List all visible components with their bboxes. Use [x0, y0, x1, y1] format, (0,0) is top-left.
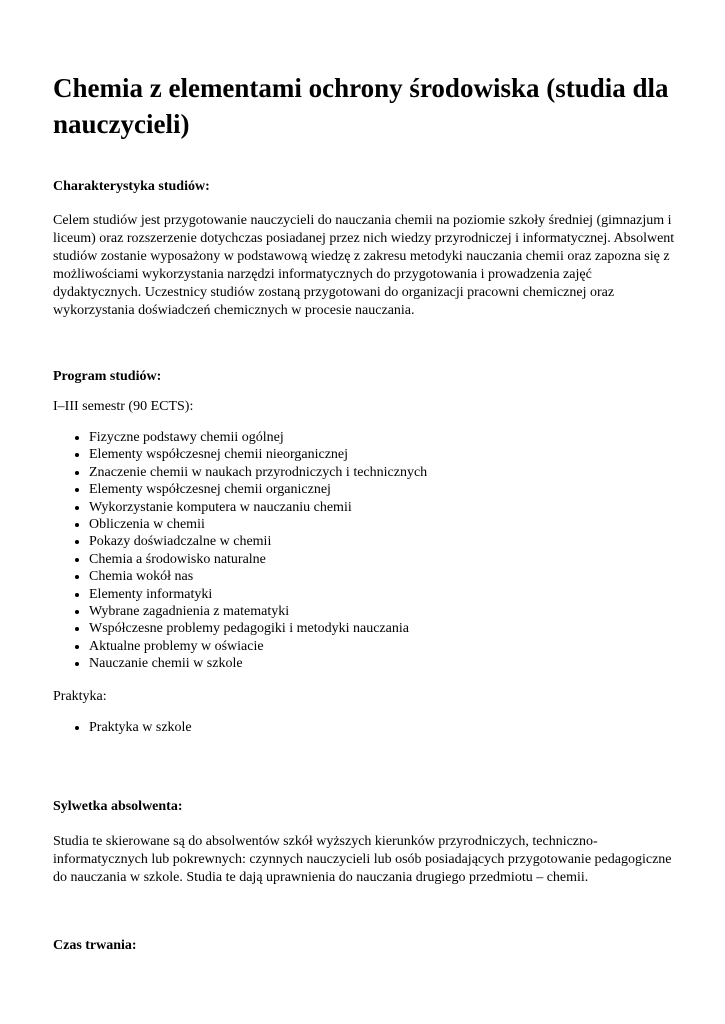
graduate-text: Studia te skierowane są do absolwentów szkół wyższych kierunków przyrodniczych, techniczno-informatycznych lub pokrewnych: czynnych nauczycieli lub osób posiadających przygotowanie pedagogiczne do nauczania w szkole. Studia te dają uprawnienia do nauczania drugiego przedmiotu – chemii.	[53, 834, 672, 886]
document-page	[53, 70, 678, 955]
list-item: • Fizyczne podstawy chemii ogólnej	[89, 429, 678, 446]
list-item: • Chemia wokół nas	[89, 568, 678, 585]
characteristics-heading: Charakterystyka studiów:	[53, 179, 210, 194]
list-item: • Elementy współczesnej chemii organicznej	[89, 481, 678, 498]
list-item: • Współczesne problemy pedagogiki i metodyki nauczania	[89, 620, 678, 637]
practice-label: Praktyka:	[53, 688, 107, 704]
list-item: • Znaczenie chemii w naukach przyrodniczych i technicznych	[89, 464, 678, 481]
subjects-list	[53, 429, 678, 673]
duration-heading: Czas trwania:	[53, 938, 137, 954]
program-heading: Program studiów:	[53, 369, 162, 384]
list-item: • Chemia a środowisko naturalne	[89, 551, 678, 568]
list-item: • Aktualne problemy w oświacie	[89, 638, 678, 655]
list-item: • Nauczanie chemii w szkole	[89, 655, 678, 672]
page-title: Chemia z elementami ochrony środowiska (studia dla nauczycieli)	[53, 73, 669, 139]
practice-list	[53, 719, 678, 736]
list-item: • Elementy informatyki	[89, 586, 678, 603]
list-item: • Wykorzystanie komputera w nauczaniu chemii	[89, 499, 678, 516]
list-item: • Praktyka w szkole	[89, 719, 678, 736]
graduate-heading: Sylwetka absolwenta:	[53, 799, 183, 815]
list-item: • Pokazy doświadczalne w chemii	[89, 533, 678, 550]
list-item: • Elementy współczesnej chemii nieorganicznej	[89, 446, 678, 463]
list-item: • Obliczenia w chemii	[89, 516, 678, 533]
semester-label: I–III semestr (90 ECTS):	[53, 399, 194, 414]
characteristics-text: Celem studiów jest przygotowanie nauczycieli do nauczania chemii na poziomie szkoły średniej (gimnazjum i liceum) oraz rozszerzenie dotychczas posiadanej przez nich wiedzy przyrodniczej i informatycznej. Absolwent studiów zostanie wyposażony w podstawową wiedzę z zakresu metodyki nauczania chemii oraz zapozna się z możliwościami wykorzystania narzędzi informatycznych do przygotowania i prowadzenia zajęć dydaktycznych. Uczestnicy studiów zostaną przygotowani do organizacji pracowni chemicznej oraz wykorzystania doświadczeń chemicznych w procesie nauczania.	[53, 213, 675, 318]
list-item: • Wybrane zagadnienia z matematyki	[89, 603, 678, 620]
